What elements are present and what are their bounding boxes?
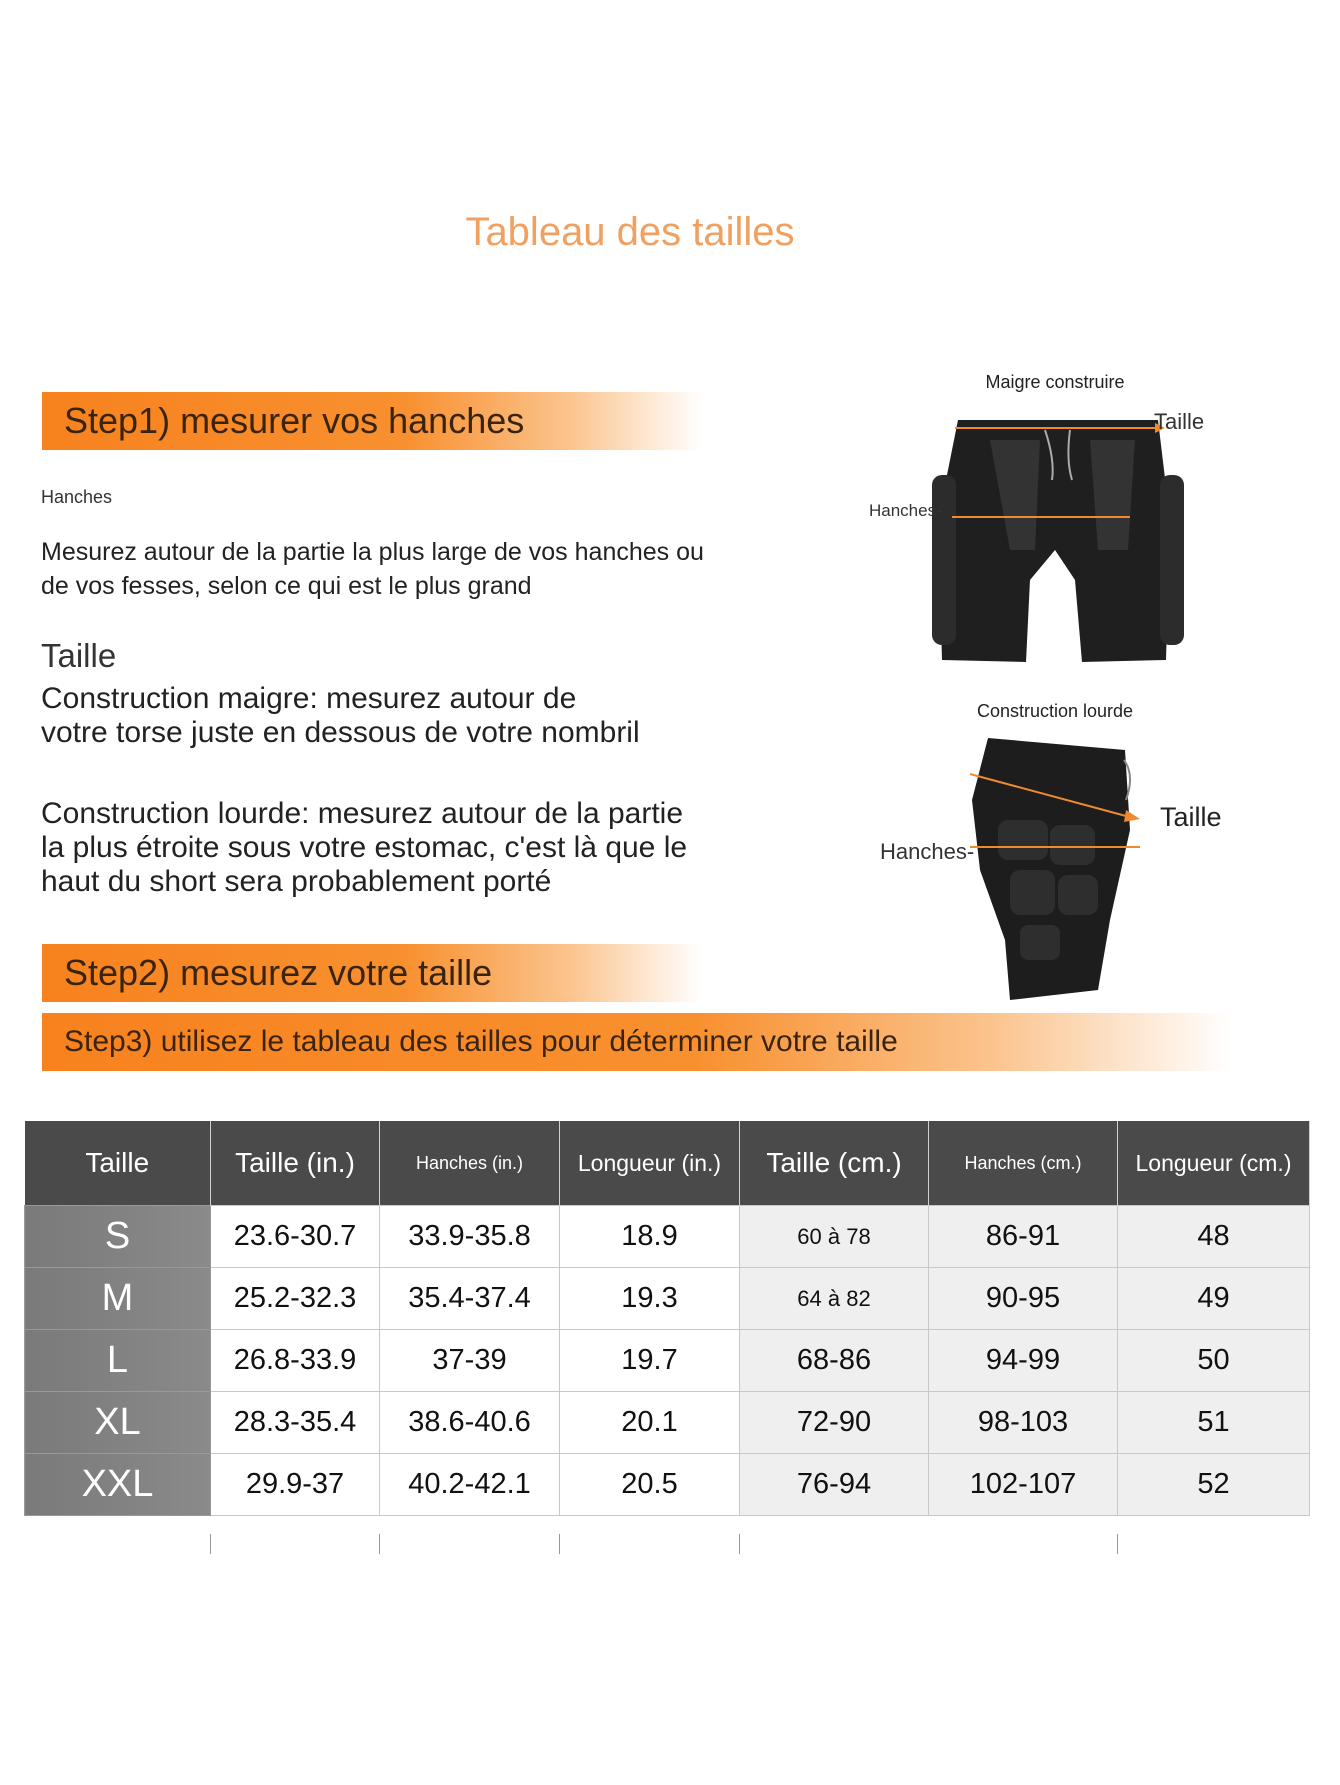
table-cell: 33.9-35.8 [380,1206,560,1268]
column-header: Longueur (in.) [560,1121,740,1206]
table-cell: 48 [1118,1206,1310,1268]
waist-heading: Taille [41,637,117,674]
size-cell: XXL [25,1454,211,1516]
table-cell: 28.3-35.4 [211,1392,380,1454]
table-divider-tick [379,1534,380,1554]
heavy-description [41,797,687,899]
column-header: Taille (in.) [211,1121,380,1206]
table-cell: 90-95 [929,1268,1118,1330]
table-cell: 19.3 [560,1268,740,1330]
table-cell: 19.7 [560,1330,740,1392]
slim-figure-caption: Maigre construire [985,372,1125,392]
size-table [24,1121,1310,1516]
table-cell: 18.9 [560,1206,740,1268]
table-cell: 37-39 [380,1330,560,1392]
slim-text-line: votre torse juste en dessous de votre nombril [41,716,640,749]
table-divider-tick [210,1534,211,1554]
table-cell: 86-91 [929,1206,1118,1268]
hips-text-line: de vos fesses, selon ce qui est le plus grand [41,572,532,600]
table-row [25,1268,1310,1330]
slim-text-line: Construction maigre: mesurez autour de [41,682,577,715]
table-cell: 20.5 [560,1454,740,1516]
table-cell: 102-107 [929,1454,1118,1516]
heavy-text-line: la plus étroite sous votre estomac, c'est là que le [41,831,688,864]
table-divider-tick [1117,1534,1118,1554]
table-row [25,1392,1310,1454]
hips-label: Hanches [41,487,113,507]
table-cell: 72-90 [740,1392,929,1454]
table-row [25,1330,1310,1392]
slim-shorts-illustration [870,400,1200,690]
table-cell: 68-86 [740,1330,929,1392]
table-cell: 25.2-32.3 [211,1268,380,1330]
table-cell: 29.9-37 [211,1454,380,1516]
table-row [25,1206,1310,1268]
table-cell: 20.1 [560,1392,740,1454]
table-divider-tick [559,1534,560,1554]
table-cell: 40.2-42.1 [380,1454,560,1516]
table-cell: 38.6-40.6 [380,1392,560,1454]
table-row [25,1454,1310,1516]
table-cell: 94-99 [929,1330,1118,1392]
column-header: Hanches (cm.) [929,1121,1118,1206]
table-cell: 76-94 [740,1454,929,1516]
size-cell: L [25,1330,211,1392]
page-title: Tableau des tailles [465,210,795,254]
table-cell: 35.4-37.4 [380,1268,560,1330]
slim-hips-label: Hanches- [869,501,942,520]
slim-waist-label: Taille [1154,409,1205,434]
hips-description [41,535,704,603]
slim-description [41,682,640,750]
heavy-shorts-illustration [950,720,1150,1005]
table-header-row [25,1121,1310,1206]
step2-banner: Step2) mesurez votre taille [42,944,702,1002]
heavy-text-line: Construction lourde: mesurez autour de la partie [41,797,684,830]
table-cell: 98-103 [929,1392,1118,1454]
table-cell: 49 [1118,1268,1310,1330]
size-cell: XL [25,1392,211,1454]
heavy-waist-label: Taille [1160,802,1222,832]
column-header: Taille [25,1121,211,1206]
heavy-figure-caption: Construction lourde [976,701,1134,721]
heavy-text-line: haut du short sera probablement porté [41,865,552,898]
table-cell: 64 à 82 [740,1268,929,1330]
table-cell: 26.8-33.9 [211,1330,380,1392]
table-cell: 50 [1118,1330,1310,1392]
step1-banner: Step1) mesurer vos hanches [42,392,702,450]
table-divider-tick [739,1534,740,1554]
heavy-hips-label: Hanches- [880,839,975,864]
size-cell: S [25,1206,211,1268]
column-header: Taille (cm.) [740,1121,929,1206]
hips-text-line: Mesurez autour de la partie la plus large de vos hanches ou [41,538,704,566]
table-cell: 52 [1118,1454,1310,1516]
table-cell: 23.6-30.7 [211,1206,380,1268]
column-header: Longueur (cm.) [1118,1121,1310,1206]
size-cell: M [25,1268,211,1330]
column-header: Hanches (in.) [380,1121,560,1206]
table-cell: 60 à 78 [740,1206,929,1268]
step3-banner: Step3) utilisez le tableau des tailles pour déterminer votre taille [42,1013,1232,1071]
table-cell: 51 [1118,1392,1310,1454]
